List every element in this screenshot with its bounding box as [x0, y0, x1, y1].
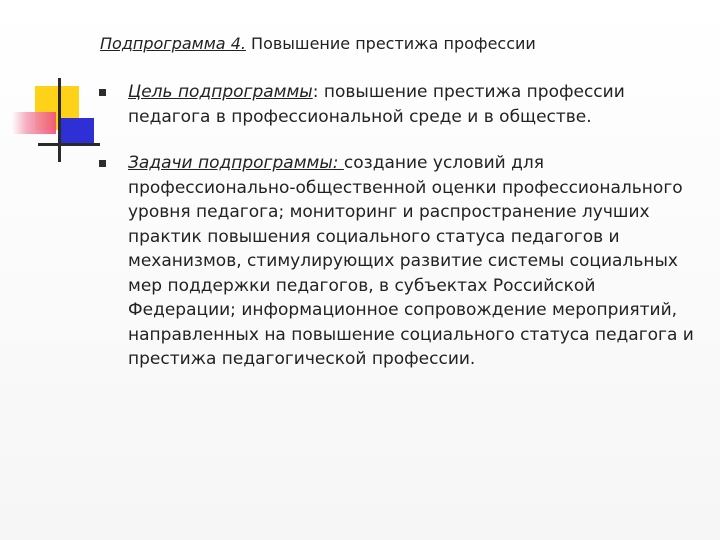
blue-square-shape: [60, 118, 94, 146]
slide-title-prefix: Подпрограмма 4.: [100, 34, 246, 53]
bullet-list: [98, 80, 698, 372]
bullet-tasks-lead: Задачи подпрограммы:: [128, 153, 344, 173]
bullet-goal-text: : повышение престижа профессии педагога в профессиональной среде и в обществе.: [128, 82, 625, 127]
square-bullet-icon: [99, 89, 106, 96]
horizontal-line-shape: [38, 143, 100, 146]
square-bullet-icon: [99, 160, 106, 167]
red-gradient-bar-shape: [12, 112, 56, 134]
bullet-goal: [98, 80, 698, 129]
bullet-tasks: [98, 151, 698, 372]
bullet-goal-lead: Цель подпрограммы: [128, 82, 313, 102]
slide-title: [100, 34, 536, 54]
bullet-tasks-text: создание условий для профессионально-общественной оценки профессионального уровня педагога; мониторинг и распространение лучших практик повышения социального статуса педагогов и механизмов, стимулирующих развитие системы социальных мер поддержки педагогов, в субъектах Российской Федерации; информационное сопровождение мероприятий, направленных на повышение социального статуса педагога и престижа педагогической профессии.: [128, 153, 694, 369]
slide-title-text: Повышение престижа профессии: [245, 34, 536, 53]
vertical-line-shape: [58, 78, 61, 162]
